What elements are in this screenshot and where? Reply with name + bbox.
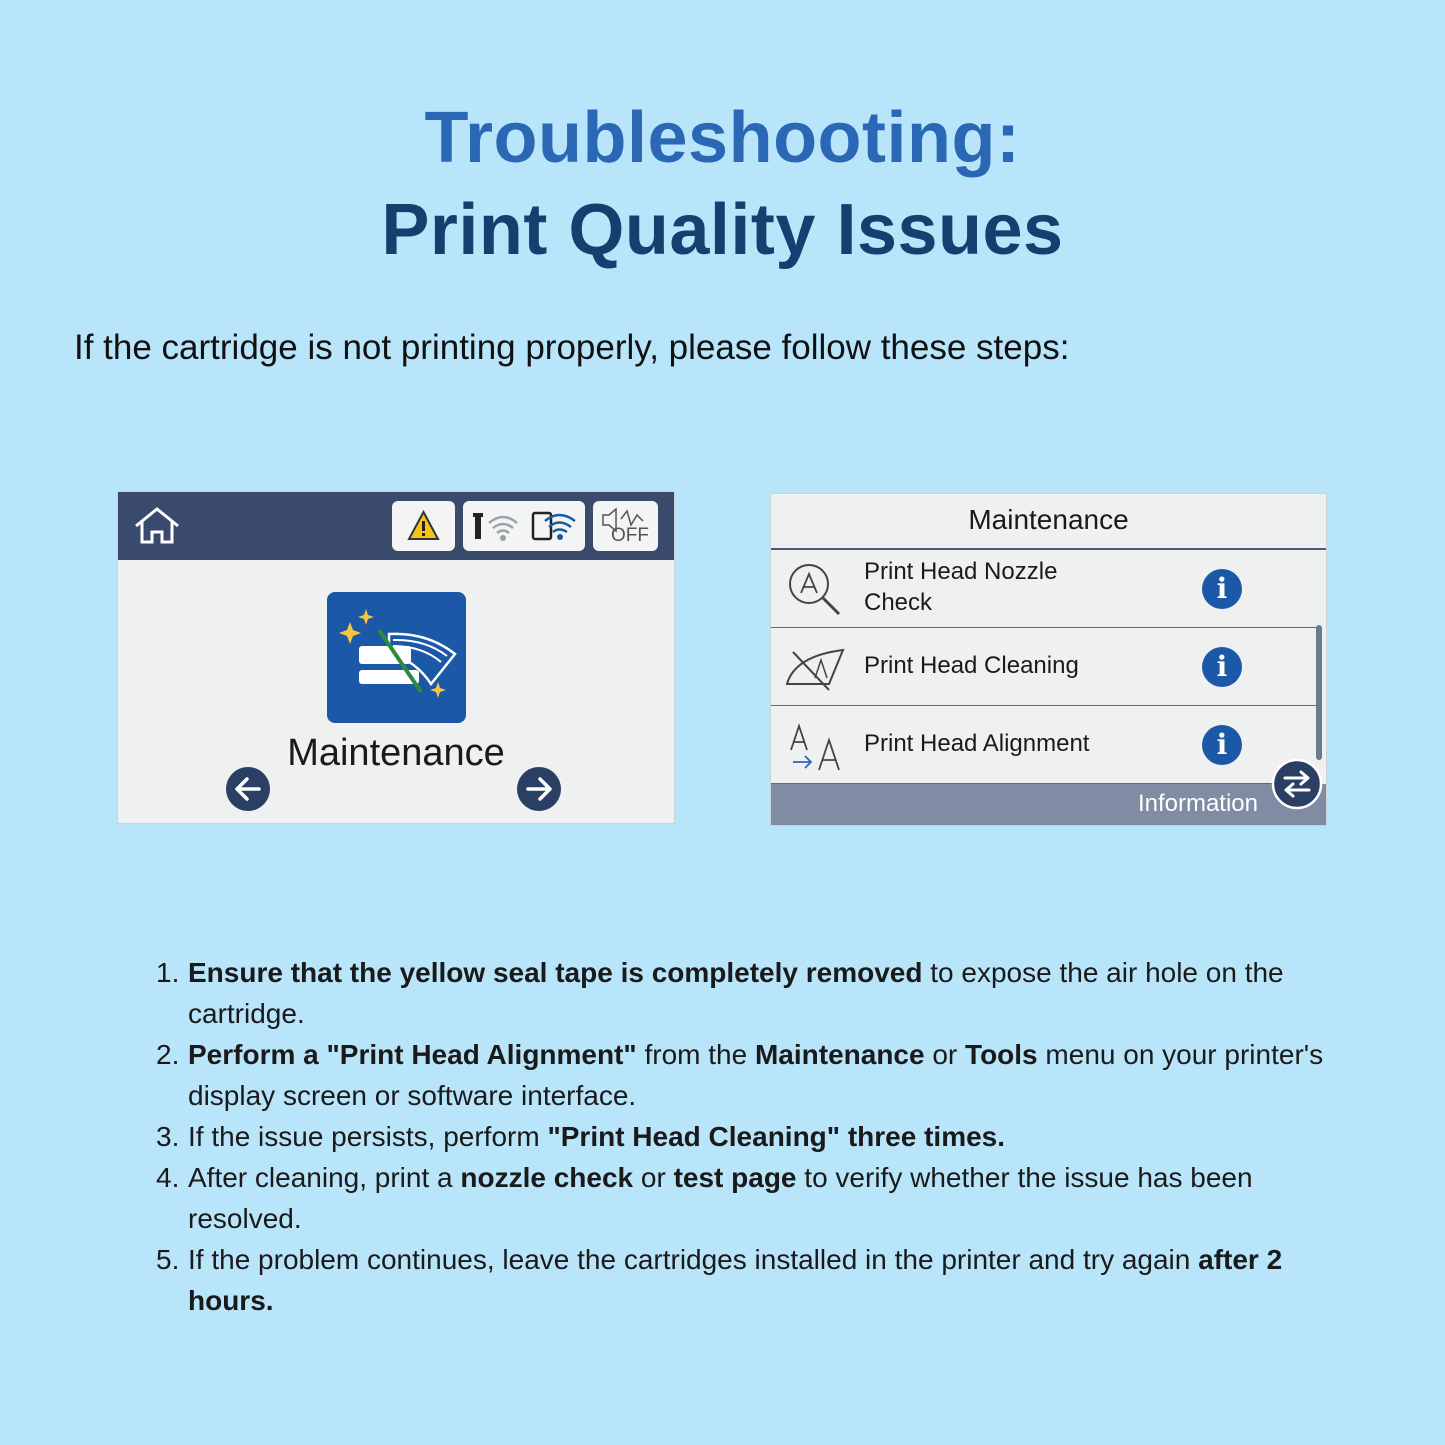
- step-item: [156, 1034, 1336, 1116]
- information-label: Information: [1137, 790, 1258, 817]
- ethernet-wifi-icon: [469, 501, 524, 551]
- step-text: to expose the air hole on the cartridge.: [188, 957, 1284, 1029]
- swap-arrows-icon[interactable]: [1271, 758, 1323, 810]
- head-alignment-icon: [785, 716, 845, 772]
- step-item: [156, 1239, 1336, 1321]
- step-number: 3.: [156, 1121, 180, 1152]
- page-title: [0, 92, 1445, 276]
- menu-item-label-line: Print Head Nozzle: [864, 558, 1058, 585]
- step-text: menu on your printer's display screen or software interface.: [188, 1039, 1324, 1111]
- warning-icon: [392, 501, 455, 551]
- intro-text: If the cartridge is not printing properly, please follow these steps:: [74, 328, 1070, 367]
- home-icon[interactable]: [130, 504, 184, 548]
- previous-arrow-button[interactable]: [225, 766, 271, 812]
- step-text-bold: Ensure that the yellow seal tape is completely removed: [188, 957, 923, 988]
- maintenance-app-icon[interactable]: [327, 592, 466, 723]
- step-text-bold: "Print Head Cleaning" three times.: [547, 1121, 1006, 1152]
- info-icon[interactable]: i: [1202, 725, 1242, 765]
- menu-item-head-cleaning[interactable]: [771, 628, 1321, 706]
- step-text: to verify whether the issue has been resolved.: [188, 1162, 1253, 1234]
- sound-off-label: OFF: [611, 525, 649, 546]
- maintenance-icon: [327, 592, 466, 723]
- step-text-bold: nozzle check: [460, 1162, 634, 1193]
- step-text-bold: after 2 hours.: [188, 1244, 1283, 1316]
- maintenance-header: Maintenance: [771, 494, 1326, 550]
- step-item: [156, 1116, 1336, 1157]
- step-text: or: [633, 1162, 674, 1193]
- step-text: or: [924, 1039, 966, 1070]
- step-text: If the issue persists, perform: [188, 1121, 548, 1152]
- step-number: 5.: [156, 1244, 180, 1275]
- step-text-bold: Perform a "Print Head Alignment": [188, 1039, 637, 1070]
- title-line-1: Troubleshooting:: [424, 98, 1021, 178]
- menu-item-label: [864, 556, 1154, 618]
- info-icon[interactable]: i: [1202, 569, 1242, 609]
- step-text: If the problem continues, leave the cartridges installed in the printer and try again: [188, 1244, 1199, 1275]
- step-number: 4.: [156, 1162, 180, 1193]
- status-bar: [118, 492, 674, 560]
- menu-item-label-line: Check: [864, 589, 933, 616]
- sound-status-button[interactable]: [593, 501, 658, 551]
- info-icon[interactable]: i: [1202, 647, 1242, 687]
- maintenance-menu-screen: [771, 494, 1326, 825]
- step-item: [156, 952, 1336, 1034]
- step-text-bold: test page: [673, 1162, 797, 1193]
- current-menu-label: Maintenance: [287, 732, 505, 774]
- steps-list: [156, 952, 1336, 1321]
- menu-item-label: Print Head Cleaning: [864, 652, 1079, 679]
- scrollbar[interactable]: [1316, 625, 1322, 760]
- menu-item-head-alignment[interactable]: [771, 706, 1321, 784]
- menu-item-nozzle-check[interactable]: [771, 550, 1321, 628]
- title-line-2: Print Quality Issues: [381, 190, 1064, 270]
- step-text: After cleaning, print a: [188, 1162, 461, 1193]
- information-bar[interactable]: [771, 784, 1326, 825]
- next-arrow-button[interactable]: [516, 766, 562, 812]
- menu-item-label: Print Head Alignment: [864, 730, 1090, 757]
- step-item: [156, 1157, 1336, 1239]
- step-text: from the: [636, 1039, 755, 1070]
- step-number: 2.: [156, 1039, 180, 1070]
- nozzle-check-icon: [785, 560, 845, 616]
- network-status-button[interactable]: [463, 501, 585, 551]
- wifi-direct-icon: [527, 501, 583, 551]
- printer-home-screen: [118, 492, 674, 823]
- warning-status-button[interactable]: [392, 501, 455, 551]
- head-cleaning-icon: [785, 638, 845, 694]
- step-text-bold: Tools: [965, 1039, 1038, 1070]
- step-text-bold: Maintenance: [754, 1039, 925, 1070]
- step-number: 1.: [156, 957, 180, 988]
